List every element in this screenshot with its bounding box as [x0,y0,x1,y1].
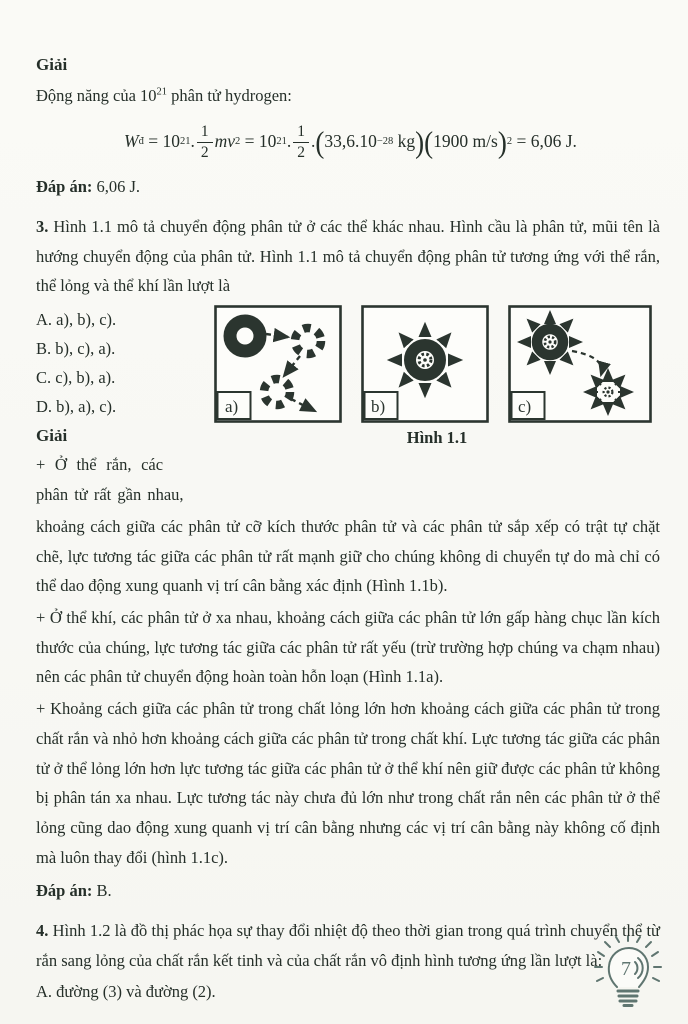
vibrating-molecule [410,345,440,375]
figure-label-c: c) [518,397,532,417]
option-a: A. a), b), c). [36,310,117,330]
lightbulb-icon [590,936,666,1016]
question-4-option-a: A. đường (3) và đường (2). [36,982,216,1002]
option-d: D. b), a), c). [36,397,117,417]
kinetic-energy-formula: W đ = 10 21 . $\frac{1}{2}$ mv 2 = 10 21 . $\frac{1}{2}$ . ( 33,6.10 −28 kg ) ( 1900 m/s ) 2 = 6,06 J. [124,123,577,161]
question-3-body [36,305,660,510]
page-number-bulb [590,936,666,1016]
fraction-one-half: $\frac{1}{2}$ [197,122,213,162]
option-c: C. c), b), a). [36,368,116,388]
liquid-state-paragraph: + Khoảng cách giữa các phân tử trong chất lỏng lớn hơn khoảng cách giữa các phân tử trong chất rắn và nhỏ hơn khoảng cách giữa các phân tử trong chất khí. Lực tương tác giữa các phân tử ở thể lỏng lớn hơn lực tương tác giữa các phân tử ở thể khí nên giữ được các phân tử không bị phân tán xa nhau. Lực tương tác này chưa đủ lớn như trong chất rắn nên các phân tử ở thể lỏng cũng dao động xung quanh vị trí cân bằng nhưng các vị trí cân bằng này không cố định mà luôn thay đổi (hình 1.1c). [36,699,660,867]
question-4 [36,916,660,975]
figure-1-1 [210,305,660,510]
answer-line-1 [36,172,660,202]
question-number: 3. [36,216,49,236]
figure-caption: Hình 1.1 [406,428,468,448]
kinetic-energy-intro: Động năng của $10^{21}$ phân tử hydrogen: [36,85,292,105]
question-3-left-column [36,305,210,510]
solution-heading-3: Giải [36,426,68,446]
solid-state-paragraph: khoảng cách giữa các phân tử cỡ kích thước phân tử và các phân tử sắp xếp có trật tự chặt chẽ, lực tương tác giữa các phân tử rất mạnh giữ cho chúng không di chuyển tự do mà chỉ có thể dao động xung quanh vị trí cân bằng xác định (Hình 1.1b). [36,517,660,596]
figure-boxes [214,305,660,423]
solution-line-2: phân tử rất gần nhau, [36,485,184,505]
question-number: 4. [36,920,49,940]
vibrating-molecule [537,329,563,355]
fraction-one-half: $\frac{1}{2}$ [293,122,309,162]
question-text: Hình 1.1 mô tả chuyển động phân tử ở các thể khác nhau. Hình cầu là phân tử, mũi tên là hướng chuyển động của phân tử. Hình 1.1 mô tả chuyển động phân tử tương ứng với thể rắn, thể lỏng và thể khí lần lượt là [36,216,660,296]
molecules-solid-figure [361,305,489,423]
figure-label-b: b) [371,397,386,417]
answer-label: Đáp án: [36,881,93,901]
option-b: B. b), c), a). [36,339,116,359]
answer-line-3 [36,876,660,906]
gas-state-paragraph: + Ở thể khí, các phân tử ở xa nhau, khoảng cách giữa các phân tử lớn gấp hàng chục lần kích thước của chúng, lực tương tác giữa các phân tử rất yếu (trừ trường hợp chúng va chạm nhau) nên các phân tử chuyển động hoàn toàn hỗn loạn (Hình 1.1a). [36,608,660,687]
solution-heading-1: Giải [36,55,68,74]
molecules-liquid-figure [508,305,652,423]
question-3 [36,212,660,301]
answer-label: Đáp án: [36,177,93,197]
question-text: Hình 1.2 là đồ thị phác họa sự thay đổi nhiệt độ theo thời gian trong quá trình chuyển thể từ rắn sang lỏng của chất rắn kết tinh và của chất rắn vô định hình tương ứng lần lượt là: [36,920,660,970]
figure-label-a: a) [225,397,239,417]
page-number: 7 [621,958,631,980]
answer-value: 6,06 J. [92,177,141,197]
solution-line-1: + Ở thể rắn, các [36,455,164,475]
answer-value: B. [92,881,112,901]
molecules-gas-figure [214,305,342,423]
